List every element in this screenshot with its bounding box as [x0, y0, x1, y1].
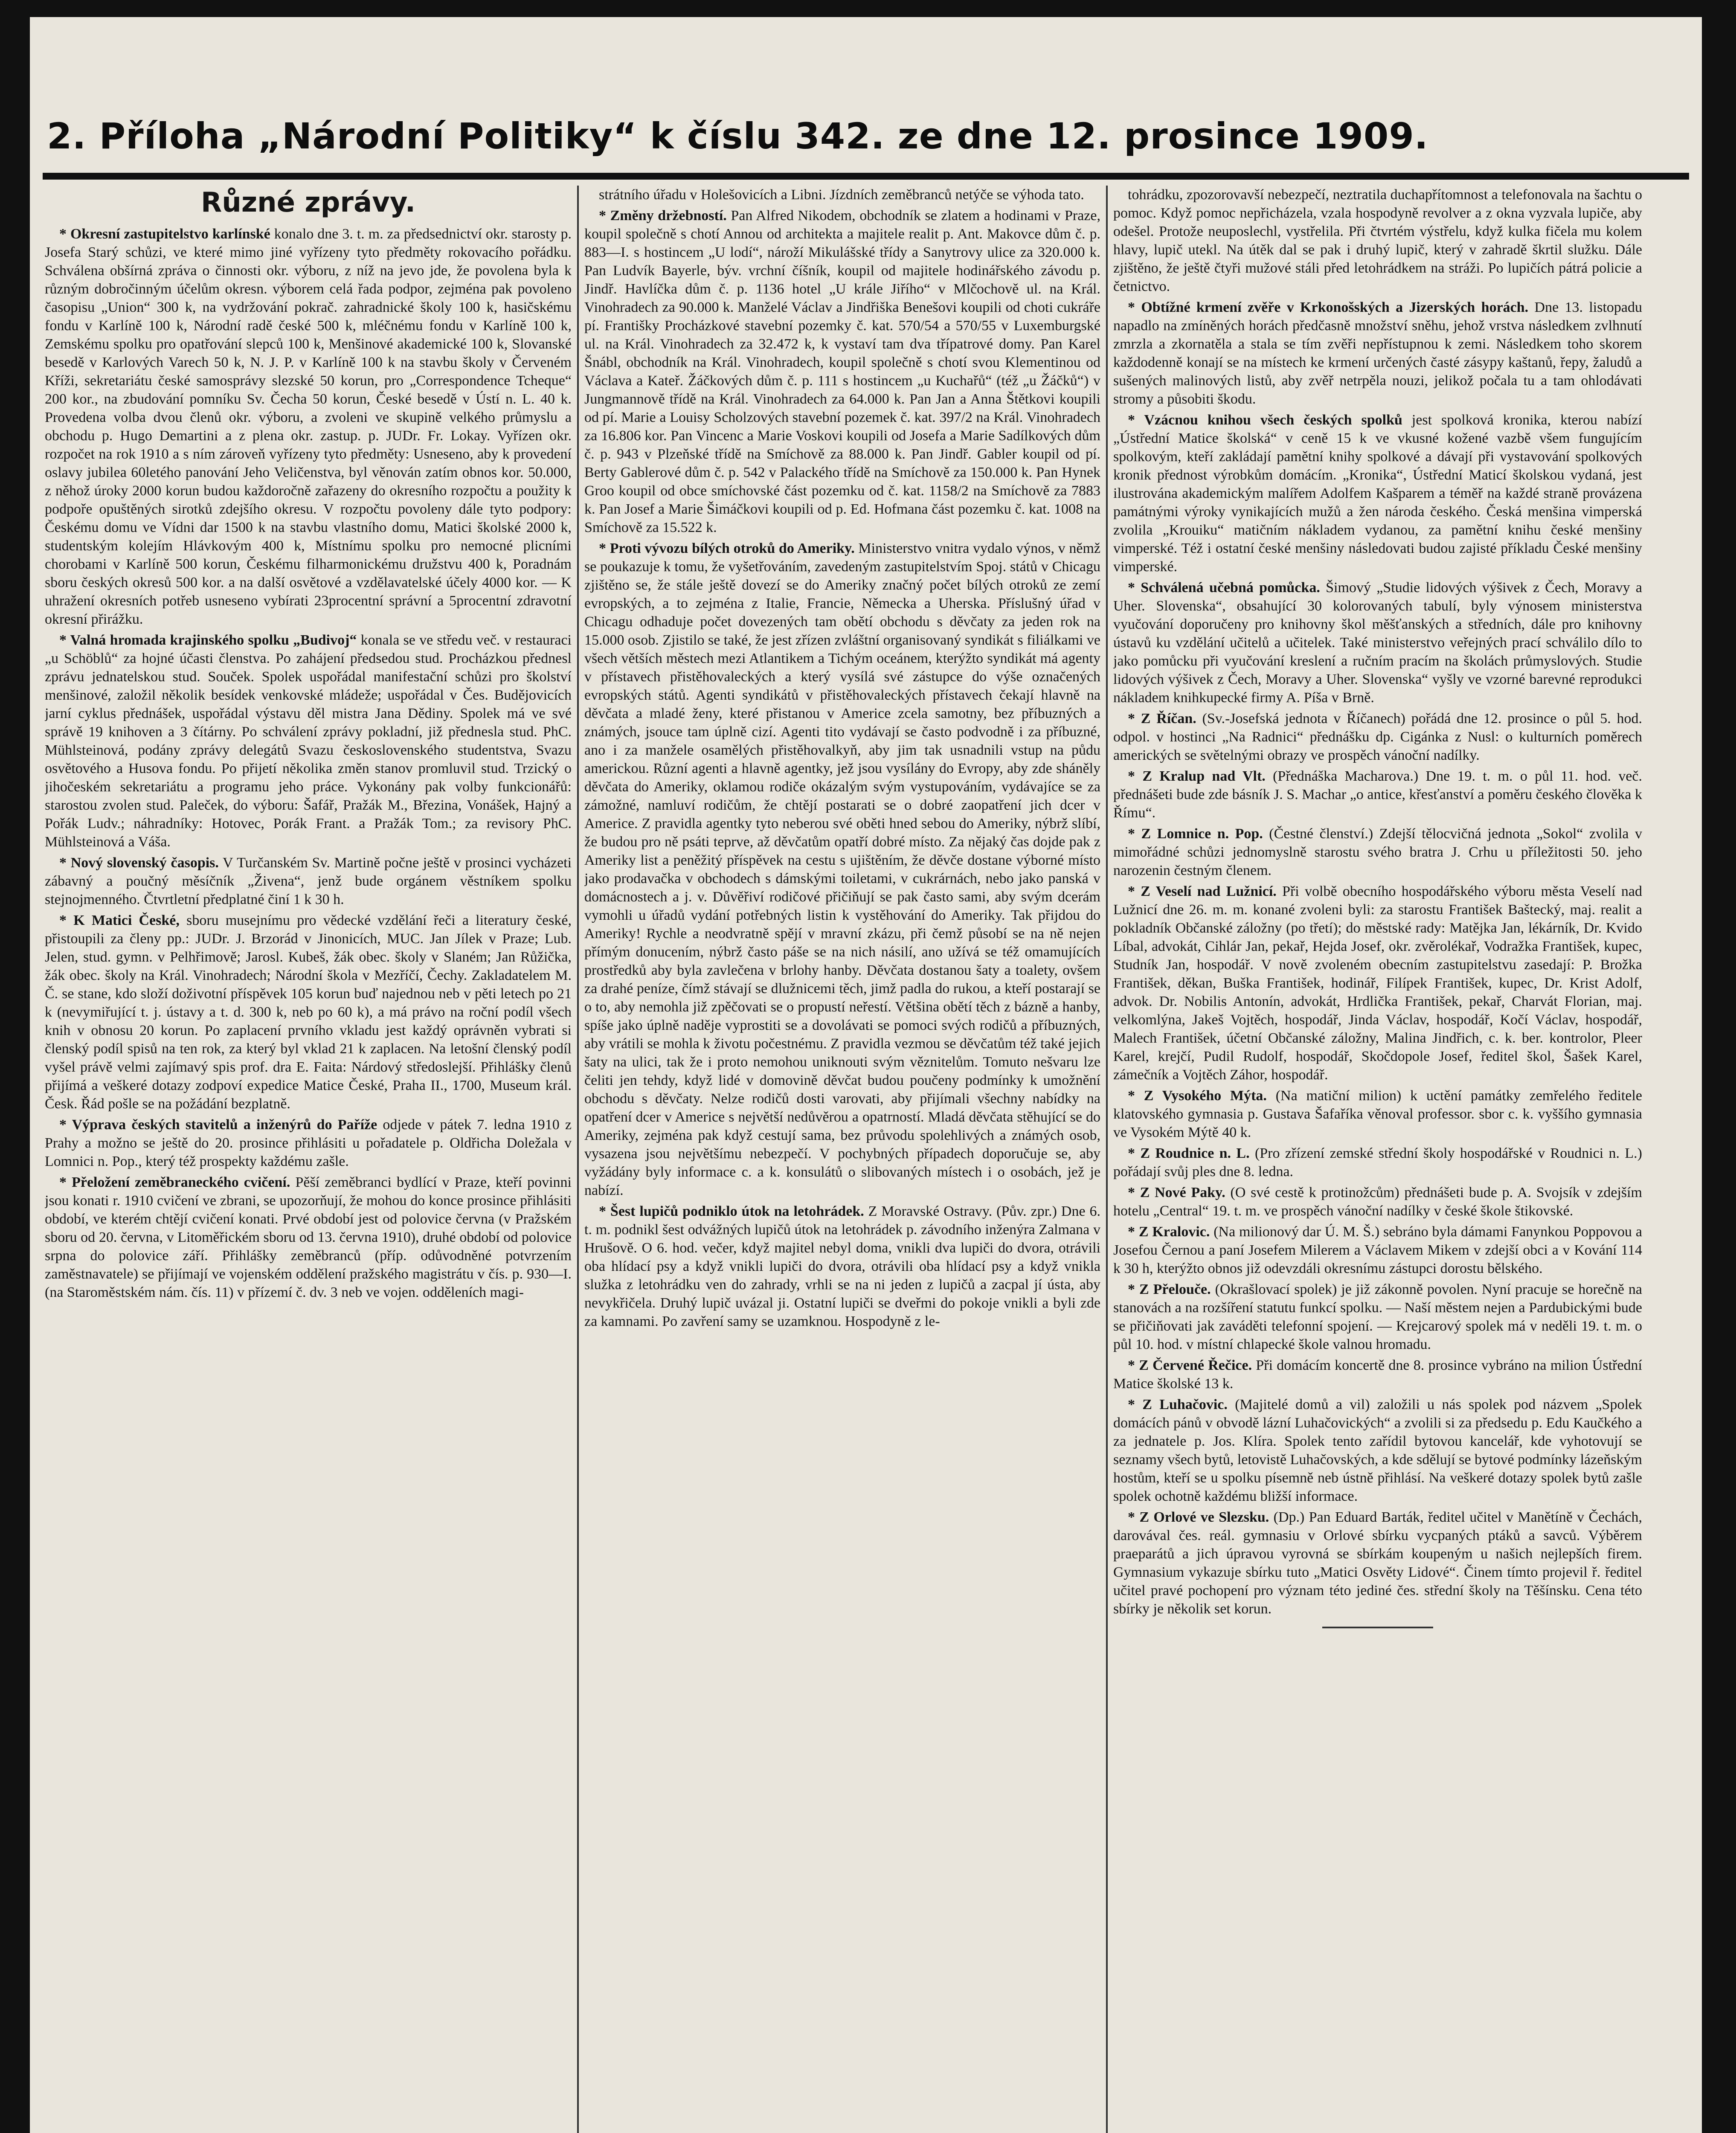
masthead-rule: [43, 173, 1689, 180]
news-item-heading: * Schválená učebná pomůcka.: [1128, 580, 1320, 596]
column-3-items: [1113, 186, 1642, 1618]
column-2: [584, 186, 1100, 2133]
news-item-text: (Na matiční milion) k uctění památky zemřelého ředitele klatovského gymnasia p. Gustava Šafaříka věnoval professor. sbor c. k. vyššího gymnasia ve Vysokém Mýtě 40 k.: [1113, 1088, 1642, 1140]
news-item-heading: * Změny držebností.: [599, 208, 727, 224]
news-item-heading: * Z Orlové ve Slezsku.: [1128, 1509, 1269, 1525]
news-item: [1113, 578, 1642, 707]
news-item: [1113, 1395, 1642, 1505]
news-item: [45, 631, 572, 851]
news-item-heading: * Okresní zastupitelstvo karlínské: [59, 226, 270, 242]
news-item-text: Šimový „Studie lidových výšivek z Čech, Moravy a Uher. Slovenska“, obsahující 30 kolorovaných tabulí, byly výnosem ministerstva vyučování doporučeny pro knihovny škol měšťanských a středních, dále pro knihovny ústavů ku vzdělání učitelů a učitelek. Také ministerstvo veřejných prací schválilo dílo to jako pomůcku při vyučování kreslení a ručním pracím na školách průmyslových. Studie lidových výšivek z Čech, Moravy a Uher. Slovenska“ vyšly ve vzorné barevné reprodukci nákladem knihkupecké firmy A. Píša v Brně.: [1113, 580, 1642, 706]
newspaper-page: [30, 17, 1702, 2133]
news-item-text: konalo dne 3. t. m. za předsednictví okr. starosty p. Josefa Starý schůzi, ve které mimo jiné vyřízeny tyto předměty rokovacího pořádku. Schválena obšírná zpráva o činnosti okr. výboru, z níž na jevo jde, že povolena byla k různým dobročinným účelům okresn. výborem celá řada podpor, zejména pak povoleno časopisu „Union“ 300 k, na vydržování pokrač. zahradnické školy 100 k, hasičskému fondu v Karlíně 100 k, Národní radě české 500 k, mléčnému fondu v Karlíně 100 k, Zemskému spolku pro opatřování slepců 100 k, Menšinové akademické 100 k, Slovanské besedě v Karlových Varech 50 k, N. J. P. v Karlíně 100 k na stavbu školy v Červeném Kříži, sekretariátu české samosprávy slezské 50 korun, pro „Correspondence Tcheque“ 200 kor., na zbudování pomníku Sv. Čecha 50 korun, České besedě v Ústí n. L. 40 k. Provedena volba dvou členů okr. výboru, a zvoleni ve skupině velkého průmyslu a obchodu p. Hugo Demartini a z plena okr. zastup. p. JUDr. Fr. Lokay. Vyřízen okr. rozpočet na rok 1910 a s ním zároveň vyřízeny tyto předměty: Usneseno, aby k provedení oslavy jubilea 60letého panování Jeho Veličenstva, byl věnován zatím obnos kor. 50.000, z něhož úroky 2000 korun budou každoročně zařazeny do okresního rozpočtu a použity k podpoře opuštěných sirotků zdejšího okresu. V rozpočtu povoleny dále tyto podpory: Českému domu ve Vídni dar 1500 k na stavbu vlastního domu, Matici školské 2000 k, studentským kolejím Hlávkovým 400 k, Místnímu spolku pro nemocné plicními chorobami v Karlíně 500 korun, Českému filharmonickému družstvu 400 k, Poradnám sboru českých okresů 500 kor. a na další osvětové a vzdělavatelské účely 4000 kor. — K uhražení okresních potřeb usneseno vybírati 23procentní správní a 5procentní zdravotní okresní přirážku.: [45, 226, 572, 627]
news-item-heading: * Z Říčan.: [1128, 711, 1196, 726]
news-item-heading: * Šest lupičů podniklo útok na letohrádek.: [599, 1203, 864, 1219]
column-3: [1113, 186, 1642, 2133]
column-divider: [1106, 186, 1108, 2133]
news-item-text: V Turčanském Sv. Martině počne ještě v prosinci vycházeti zábavný a poučný měsíčník „Živena“, jenž bude orgánem věstníkem spolku stejnojmenného. Čtvrtletní předplatné činí 1 k 30 h.: [45, 855, 572, 907]
news-item-text: Dne 13. listopadu napadlo na zmíněných horách předčasně množství sněhu, jehož vrstva následkem zvlhnutí zmrzla a zkornatěla a stala se tím zvěři nepřístupnou k zemi. Následkem toho skorem každodenně konají se na místech ke krmení určených časté zásypy kaštanů, řepy, žaludů a sušených malinových listů, aby zvěř netrpěla nouzi, jelikož počala tu a tam ohlodávati stromy a působiti škodu.: [1113, 299, 1642, 407]
news-item-text: konala se ve středu več. v restauraci „u Schöblů“ za hojné účasti členstva. Po zahájení předsedou stud. Procházkou přednesl zprávu jednatelskou stud. Souček. Spolek uspořádal manifestační schůzi pro školství menšinové, založil několik besídek venkovské mládeže; uspořádal v Čes. Budějovicích jarní cyklus přednášek, uspořádal výstavu děl mistra Jana Dědiny. Spolek má ve své správě 19 knihoven a 3 čítárny. Po schválení zprávy pokladní, již přednesla stud. PhC. Mühlsteinová, podány zprávy delegátů Svazu československého studentstva, Svazu osvětového a Husova fondu. Po přijetí několika změn stanov promluvil stud. Trzický o jihočeském sekretariátu a programu jeho práce. Vykonány pak volby funkcionářů: starostou zvolen stud. Paleček, do výboru: Šafář, Pražák M., Březina, Vonášek, Hajný a Pořák Ludv.; náhradníky: Hotovec, Porák Frant. a Pražák Tom.; za revisory PhC. Mühlsteinová a Váša.: [45, 632, 572, 850]
news-item-heading: * Z Luhačovic.: [1128, 1397, 1228, 1412]
news-item-text: Ministerstvo vnitra vydalo výnos, v němž se poukazuje k tomu, že vyšetřováním, zavedeným zastupitelstvím Spoj. států v Chicagu zjištěno se, že stále ještě dovezí se do Ameriky značný počet bílých otroků ze zemí evropských, a to zejména z Italie, Francie, Německa a Uherska. Příslušný úřad v Chicagu odhaduje počet dovezených tam obětí obchodu s děvčaty za jeden rok na 15.000 osob. Zjistilo se také, že jest zřízen zvláštní organisovaný syndikát s filiálkami ve všech větších městech mezi Atlantikem a Tichým oceánem, kterýžto syndikát má agenty v přístavech přistěhovaleckých a který vysílá své zástupce do výše označených evropských států. Agenti syndikátů v přistěhovaleckých přístavech čekají hlavně na děvčata a mladé ženy, které přistanou v Americe zcela samotny, bez příbuzných a známých, jsouce tam úplně cizí. Agenti tito vydávají se často podvodně i za příbuzné, ano i za manžele osamělých přistěhovalkyň, aby jim tak usnadnili vstup na půdu americkou. Různí agenti a hlavně agentky, jež jsou vysílány do Evropy, aby zde sháněly děvčata do Ameriky, oklamou rodiče okázalým svým vystupováním, vydávajíce se za zámožné, namluví rodičům, že chtějí postarati se o dobré zaopatření jich dcer v Americe. Z pravidla agentky tyto neberou své oběti hned sebou do Ameriky, nýbrž slíbí, že budou pro ně psáti teprve, až děvčatům opatří dobré místo. Za nějaký čas dojde pak z Ameriky list a peněžitý příspěvek na cestu s ujištěním, že děvče dostane výborné místo jako prodavačka v obchodech s dámskými toiletami, v cukrárnách, nebo jako panská v domácnostech a j. v. Důvěřiví rodičové přičiňují se pak často sami, aby svým dcerám vymohli u úřadů vydání potřebných listin k vystěhování do Ameriky. Tak přijdou do Ameriky! Rychle a neodvratně spějí v mravní zkázu, při čemž působí se na ně nejen přímým donucením, nýbrž často páše se na nich násilí, ano užívá se též omamujících prostředků aby byla zavlečena v brlohy hanby. Děvčata dostanou šaty a toalety, ovšem za drahé peníze, čímž stávají se dlužnicemi těch, jimž padla do rukou, a kteří postarají se o to, aby nemohla již zpěčovati se o propustí neřestí. Většina obětí těch z bázně a hanby, spíše jako úplně naděje vyprostiti se a dovolávati se pomoci svých rodičů a příbuzných, aby vrátili se mohla k životu počestnému. Z pravidla vezmou se děvčatům též také jejich šaty na ulici, tak že i proto nemohou uniknouti svým věznitelům. Tomuto nešvaru lze čeliti jen tehdy, když lidé v domovině děvčat budou poučeny podmínky k umožnění obchodu s děvčaty. Nelze rodičů dosti varovati, aby přijímali všechny nabídky na opatření dcer v Americe s největší nedůvěrou a opatrností. Mladá děvčata stěhující se do Ameriky, zejména pak když cestují sama, bez průvodu spolehlivých a známých osob, vysazena jsou největšímu nebezpečí. V pochybných případech doporučuje se, aby vyžádány byly informace c. a k. konsulátů o slibovaných místech i o osobách, jež je nabízí.: [584, 541, 1100, 1198]
news-item: [584, 1202, 1100, 1331]
news-item: [1113, 1087, 1642, 1142]
news-item: [1113, 1183, 1642, 1220]
news-item-text: strátního úřadu v Holešovicích a Libni. Jízdních zeměbranců netýče se výhoda tato.: [599, 187, 1084, 203]
news-item: [584, 539, 1100, 1200]
news-item-heading: * Z Přelouče.: [1128, 1282, 1211, 1297]
news-item-heading: * Z Lomnice n. Pop.: [1128, 826, 1263, 842]
end-rule: [1322, 1627, 1433, 1628]
news-item: [1113, 1280, 1642, 1354]
news-item-text: Z Moravské Ostravy. (Pův. zpr.) Dne 6. t. m. podnikl šest odvážných lupičů útok na letohrádek p. závodního inženýra Zalmana v Hrušově. O 6. hod. večer, když majitel nebyl doma, vnikli dva lupiči do dvora, otrávili oba hlídací psy a když vnikli lupiči do dvora, otrávili oba hlídací psy a když vnikla služka z letohrádku ven do zahrady, vrhli se na ni jeden z lupičů a zacpal jí ústa, aby nevykřičela. Druhý lupič uvázal ji. Ostatní lupiči se dveřmi do pokoje vnikli a byli zde za kamnami. Po zavření samy se uzamknou. Hospodyně z le-: [584, 1203, 1100, 1329]
news-item-heading: * Proti vývozu bílých otroků do Ameriky.: [599, 541, 855, 556]
news-item-heading: * Obtížné krmení zvěře v Krkonošských a Jizerských horách.: [1128, 299, 1529, 315]
news-item-text: (Majitelé domů a vil) založili u nás spolek pod názvem „Spolek domácích pánů v obvodě lázní Luhačovických“ a zvolili si za předsedu p. Edu Kaučkého a za jednatele p. Jos. Klíra. Spolek tento zařídil bytovou kancelář, kde vyhotovují se seznamy všech bytů, letovistě Luhačovských, a kde sdělují se bytové podmínky lázeňským hostům, kteří se u spolku písemně neb ústně přihlásí. Na veškeré dotazy spolek bytů zašle spolek ochotně každému bližší informace.: [1113, 1397, 1642, 1504]
news-item-text: jest spolková kronika, kterou nabízí „Ústřední Matice školská“ v ceně 15 k ve vkusné kožené vazbě všem fungujícím spolkovým, kteří zakládají pamětní knihy spolkové a dávají při vystavování spolkových kronik přednost výrobkům domácím. „Kronika“, Ústřední Maticí školskou vydaná, jest ilustrována akademickým malířem Adolfem Kašparem a téměř na každé straně provázena památnými výroky vynikajících mužů a žen národa českého. Česká menšina vimperská zvolila „Krouiku“ matičním nákladem vydanou, za pamětní knihu české menšiny vimperské. Též i ostatní české menšiny následovati budou zajisté příkladu České menšiny vimperské.: [1113, 412, 1642, 575]
column-divider: [577, 186, 579, 2133]
news-item-text: (Pro zřízení zemské střední školy hospodářské v Roudnici n. L.) pořádají svůj ples dne 8. ledna.: [1113, 1145, 1642, 1180]
news-item-text: odjede v pátek 7. ledna 1910 z Prahy a možno se ještě do 20. prosince přihlásiti u pořadatele p. Oldřicha Doležala v Lomnici n. Pop., který též prospekty každému zašle.: [45, 1117, 572, 1169]
news-item: [1113, 298, 1642, 408]
news-item-text: (O své cestě k protinožcům) přednášeti bude p. A. Svojsík v zdejším hotelu „Central“ 19. t. m. ve prospěch vánoční nadílky v české škole štikovské.: [1113, 1185, 1642, 1219]
news-item: [1113, 186, 1642, 296]
news-item-heading: * Z Kralovic.: [1128, 1224, 1210, 1240]
news-item: [584, 206, 1100, 537]
news-item-text: Při domácím koncertě dne 8. prosince vybráno na milion Ústřední Matice školské 13 k.: [1113, 1357, 1642, 1392]
news-item-text: (Sv.-Josefská jednota v Říčanech) pořádá dne 12. prosince o půl 5. hod. odpol. v hostinci „Na Radnici“ přednášku dp. Cigánka z Nusl: o kulturních poměrech amerických se světelnými obrazy ve prospěch vánoční nadílky.: [1113, 711, 1642, 763]
news-item-heading: * Vzácnou knihou všech českých spolků: [1128, 412, 1402, 428]
news-item-text: Pěší zeměbranci bydlící v Praze, kteří povinni jsou konati r. 1910 cvičení ve zbrani, se upozorňují, že mohou do konce prosince přihlásiti období, ve kterém chtějí cvičení konati. Prvé období jest od polovice června (v Pražském sboru od 20. června, v Litoměřickém sboru od 13. června 1910), druhé období od polovice srpna do polovice září. Přihlášky zeměbranců (příp. odůvodněné potvrzením zaměstnavatele) se přijímají ve vojenském oddělení pražského magistrátu v čís. p. 930—I. (na Staroměstském nám. čís. 11) v přízemí č. dv. 3 neb ve vojen. odděleních magi-: [45, 1174, 572, 1300]
column-1: [45, 186, 572, 2133]
news-item: [45, 854, 572, 909]
news-item-text: tohrádku, zpozorovavší nebezpečí, neztratila duchapřítomnost a telefonovala na šachtu o pomoc. Když pomoc nepřicházela, vzala hospodyně revolver a z okna vyzvala lupiče, aby odešel. Protože neuposlechl, vystřelila. Při čtvrtém výstřelu, když kulka fičela mu kolem hlavy, lupič utekl. Na útěk dal se pak i druhý lupič, který v zahradě škrtil služku. Dále zjištěno, že ještě čtyři mužové stáli před letohrádkem na stráži. Po lupičích pátrá policie a četnictvo.: [1113, 187, 1642, 294]
news-item-heading: * Z Roudnice n. L.: [1128, 1145, 1250, 1161]
news-item-heading: * Nový slovenský časopis.: [59, 855, 219, 871]
news-item: [1113, 1144, 1642, 1181]
news-item-text: (Dp.) Pan Eduard Barták, ředitel učitel v Manětíně v Čechách, darovával čes. reál. gymnasiu v Orlové sbírku vycpaných ptáků a savců. Výběrem praeparátů a jich úpravou vyrovná se sbírkám koupeným u našich nejlepších firem. Gymnasium vykazuje sbírku tuto „Matici Osvěty Lidové“. Činem tímto projevil ř. ředitel učitel pravé pochopení pro význam této jediné čes. střední školy na Těšínsku. Cena této sbírky je několik set korun.: [1113, 1509, 1642, 1617]
news-item: [584, 186, 1100, 204]
news-item-text: Při volbě obecního hospodářského výboru města Veselí nad Lužnicí dne 26. m. m. konané zvoleni byli: za starostu František Baštecký, maj. realit a pokladník Občanské záložny (po třetí); do městské rady: Matějka Jan, lékárník, Dr. Kvido Líbal, advokát, Cihlár Jan, pekař, Hejda Josef, okr. zvěrolékař, Vodražka František, kupec, Studník Jan, hospodář. V nově zvoleném obecním zastupitelstvu zasedají: P. Brožka František, děkan, Buška František, hodinář, Filípek František, kupec, Dr. Krist Adolf, advok. Dr. Nobilis Antonín, advokát, Hrdlička František, pekař, Charvát Florian, maj. velkomlýna, Jakeš Vojtěch, hospodář, Jinda Václav, hospodář, Kočí Václav, hospodář, Malech František, účetní Občanské záložny, Malina Jindřich, c. k. ber. kontrolor, Pleer Karel, krejčí, Pudil Rudolf, hospodář, Skočdopole Josef, ředitel škol, Šašek Karel, zámečník a Vojtěch Záhor, hospodář.: [1113, 883, 1642, 1083]
news-item: [45, 1173, 572, 1302]
news-item: [1113, 882, 1642, 1084]
news-item-text: (Na milionový dar Ú. M. Š.) sebráno byla dámami Fanynkou Poppovou a Josefou Černou a paní Josefem Milerem a Václavem Mikem v zdejší obci a v Kování 114 k 30 h, kterýžto obnos již odevzdáli okresnímu zástupci dorostu bělského.: [1113, 1224, 1642, 1276]
news-item-heading: * Přeložení zeměbraneckého cvičení.: [59, 1174, 290, 1190]
column-1-items: [45, 225, 572, 1302]
news-item-heading: * Z Vysokého Mýta.: [1128, 1088, 1267, 1104]
news-item: [45, 225, 572, 628]
news-item: [1113, 825, 1642, 880]
news-item: [1113, 709, 1642, 764]
news-item: [1113, 1356, 1642, 1393]
news-item-heading: * Z Veselí nad Lužnicí.: [1128, 883, 1277, 899]
news-item-text: Pan Alfred Nikodem, obchodník se zlatem a hodinami v Praze, koupil společně s chotí Annou od architekta a majitele realit p. Ant. Makovce dům č. p. 883—I. s hostincem „U lodí“, nároží Mikulášské třídy a Sanytrovy ulice za 320.000 k. Pan Ludvík Bayerle, býv. vrchní číšník, koupil od majitele hodinářského závodu p. Jindř. Havlíčka dům č. p. 1136 hotel „U krále Jiřího“ v Mlčochově ul. na Král. Vinohradech za 90.000 k. Manželé Václav a Jindřiška Benešovi koupili od choti cukráře pí. Františky Procházkové stavební pozemky č. kat. 570/54 a 570/55 v Luxemburgské ul. na Král. Vinohradech za 32.472 k, k vystaví tam dva třípatrové domy. Pan Karel Šnábl, obchodník na Král. Vinohradech, koupil společně s chotí svou Klementinou od Václava a Kateř. Žáčkových dům č. p. 111 s hostincem „u Kuchařů“ (též „u Žáčků“) v Jungmannově třídě na Král. Vinohradech za 64.000 k. Pan Jan a Anna Štětkovi koupili od pí. Marie a Louisy Scholzových stavební pozemek č. kat. 397/2 na Král. Vinohradech za 16.806 kor. Pan Vincenc a Marie Voskovi koupili od Josefa a Marie Sadílkových dům č. p. 943 v Plzeňské třídě na Smíchově za 88.000 k. Pan Jindř. Gabler koupil od pí. Berty Gablerové dům č. p. 542 v Palackého třídě na Smíchově za 150.000 k. Pan Hynek Groo koupil od obce smíchovské část pozemku od č. kat. 1158/2 na Smíchově za 7883 k. Pan Josef a Marie Šimáčkovi koupili od p. Ed. Hofmana část pozemku č. kat. 1008 na Smíchově za 15.522 k.: [584, 208, 1100, 535]
section-title: Různé zprávy.: [200, 187, 416, 218]
news-item-text: (Přednáška Macharova.) Dne 19. t. m. o půl 11. hod. več. přednášeti bude zde básník J. S. Machar „o antice, křesťanství a poměru českého člověka k Římu“.: [1113, 768, 1642, 821]
news-item-heading: * Z Kralup nad Vlt.: [1128, 768, 1266, 784]
news-item-heading: * Z Červené Řečice.: [1128, 1357, 1252, 1373]
masthead: 2. Příloha „Národní Politiky“ k číslu 342. ze dne 12. prosince 1909.: [47, 115, 1428, 157]
news-item: [45, 1116, 572, 1171]
news-item: [1113, 767, 1642, 822]
news-item-text: sboru musejnímu pro vědecké vzdělání řeči a literatury české, přistoupili za členy pp.: JUDr. J. Brzorád v Jinonicích, MUC. Jan Jílek v Praze; Lub. Jelen, stud. gymn. v Pelhřimově; Jarosl. Kubeš, žák obec. školy v Slaném; Jan Růžička, žák obec. školy na Král. Vinohradech; Národní škola v Mezříčí, Čechy. Zakladatelem M. Č. se stane, kdo složí doživotní příspěvek 105 korun buď najednou neb v pěti letech po 21 k (nevymiřující t. j. ústavy a t. d. 300 k, neb po 60 k), a má právo na roční podíl všech knih v obnosu 20 korun. Po zaplacení prvního vkladu jest každý oprávněn vybrati si členský podíl spisů na ten rok, za který byl vklad 21 k zaplacen. Na letošní členský podíl vyšel právě velmi zajímavý spis prof. dra E. Faita: Nárdový středoslejší. Přihlášky členů přijímá a veškeré dotazy zodpoví expedice Matice České, Praha II., 1700, Museum král. Česk. Řád pošle se na požádání bezplatně.: [45, 912, 572, 1112]
news-item-text: (Okrašlovací spolek) je již zákonně povolen. Nyní pracuje se horečně na stanovách a na rozšíření statutu funkcí spolku. — Naší městem nejen a Pardubickými bude se přičiňovati jak zaváděti telefonní spojení. — Krejcarový spolek má v neděli 19. t. m. o půl 10. hod. v místní chlapecké škole valnou hromadu.: [1113, 1282, 1642, 1352]
news-item: [1113, 1508, 1642, 1618]
news-item: [1113, 411, 1642, 576]
news-item: [45, 911, 572, 1113]
news-item: [1113, 1223, 1642, 1278]
news-item-heading: * Z Nové Paky.: [1128, 1185, 1225, 1200]
news-item-heading: * Výprava českých stavitelů a inženýrů do Paříže: [59, 1117, 377, 1133]
news-item-heading: * K Matici České,: [59, 912, 180, 928]
news-item-text: (Čestné členství.) Zdejší tělocvičná jednota „Sokol“ zvolila v mimořádné schůzi jednomyslně starostu svého bratra J. Crhu u příležitosti 50. jeho narozenin čestným členem.: [1113, 826, 1642, 878]
column-2-items: [584, 186, 1100, 1331]
news-item-heading: * Valná hromada krajinského spolku „Budivoj“: [59, 632, 357, 648]
